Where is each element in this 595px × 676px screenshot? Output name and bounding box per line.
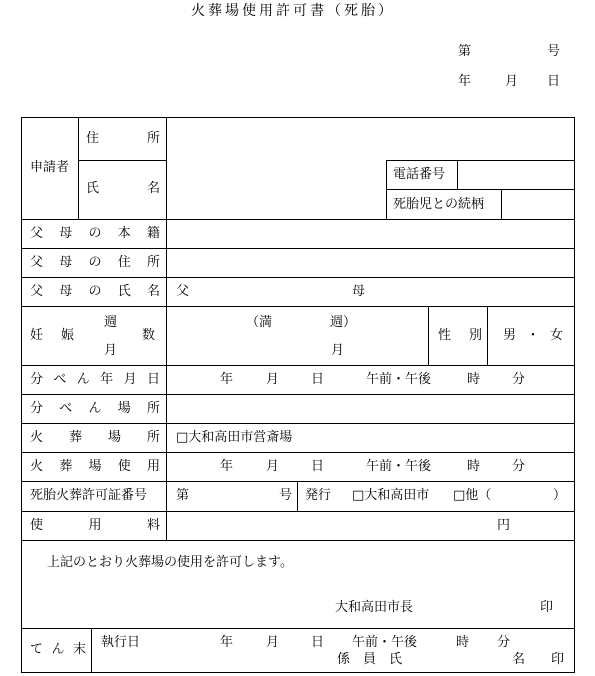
phone-label: 電話番号: [393, 167, 446, 182]
use-year: 年: [220, 459, 234, 474]
fee-unit: 円: [497, 518, 511, 533]
execution-date-label: 執行日: [101, 635, 141, 650]
delivery-hour: 時: [467, 372, 481, 387]
use-day: 日: [311, 459, 325, 474]
delivery-year: 年: [220, 372, 234, 387]
fee-label: 使 用 料: [30, 518, 160, 533]
delivery-day: 日: [311, 372, 325, 387]
parents-name-label: 父 母 の 氏 名: [30, 284, 160, 299]
pregnancy-month-label: 月: [104, 343, 118, 358]
mayor-seal: 印: [540, 600, 554, 615]
use-month: 月: [266, 459, 280, 474]
use-hour: 時: [467, 459, 481, 474]
delivery-minute: 分: [512, 372, 526, 387]
mayor-title: 大和高田市長: [335, 600, 414, 615]
delivery-place-label: 分 べ ん 場 所: [30, 401, 160, 416]
address-label: 住 所: [86, 131, 160, 146]
father-label: 父: [176, 284, 190, 299]
permit-issuer-other-option[interactable]: □他（: [453, 488, 492, 503]
permit-issuer-city-option[interactable]: □大和高田市: [352, 488, 430, 503]
parents-address-label: 父 母 の 住 所: [30, 255, 160, 270]
pregnancy-label: 妊 娠: [30, 328, 74, 343]
header-day: 日: [547, 74, 561, 89]
applicant-group-label: 申請者: [30, 160, 70, 175]
header-month: 月: [505, 74, 519, 89]
mother-label: 母: [352, 284, 366, 299]
use-ampm: 午前・午後: [366, 459, 432, 474]
delivery-month: 月: [266, 372, 280, 387]
sex-options[interactable]: 男 ・ 女: [503, 328, 563, 343]
permit-issued-label: 発行: [305, 488, 332, 503]
pregnancy-count-label: 数: [142, 328, 156, 343]
permit-number-label: 死胎火葬許可証番号: [30, 488, 148, 503]
record-label: て ん 末: [30, 642, 86, 657]
crematorium-option[interactable]: □大和高田市営斎場: [176, 430, 293, 445]
permit-statement: 上記のとおり火葬場の使用を許可します。: [47, 555, 293, 570]
delivery-date-label: 分 べ ん 年 月 日: [30, 372, 160, 387]
header-number-suffix: 号: [547, 44, 561, 59]
cremation-use-label: 火 葬 場 使 用: [30, 459, 160, 474]
staff-name-seal: 名 印: [512, 652, 565, 667]
permit-number-prefix: 第: [176, 488, 190, 503]
header-year: 年: [458, 74, 472, 89]
pregnancy-full-close: 週）: [330, 315, 357, 330]
pregnancy-full-open: （満: [246, 315, 273, 330]
execution-ampm: 午前・午後: [352, 635, 418, 650]
sex-label: 性 別: [438, 328, 482, 343]
permit-other-close: ）: [553, 488, 567, 503]
use-minute: 分: [512, 459, 526, 474]
pregnancy-week-label: 週: [104, 315, 118, 330]
parents-domicile-label: 父 母 の 本 籍: [30, 226, 160, 241]
delivery-ampm: 午前・午後: [366, 372, 432, 387]
relation-label: 死胎児との続柄: [393, 197, 485, 212]
crematorium-label: 火 葬 場 所: [30, 430, 160, 445]
execution-minute: 分: [497, 635, 511, 650]
permit-number-suffix: 号: [279, 488, 293, 503]
document-title: 火葬場使用許可書（死胎）: [191, 3, 395, 19]
execution-year: 年: [220, 635, 234, 650]
header-number-prefix: 第: [458, 44, 472, 59]
staff-label: 係 員 氏: [337, 652, 403, 667]
name-label: 氏 名: [86, 181, 160, 196]
execution-day: 日: [311, 635, 325, 650]
execution-month: 月: [266, 635, 280, 650]
pregnancy-month-unit: 月: [331, 343, 345, 358]
execution-hour: 時: [456, 635, 470, 650]
